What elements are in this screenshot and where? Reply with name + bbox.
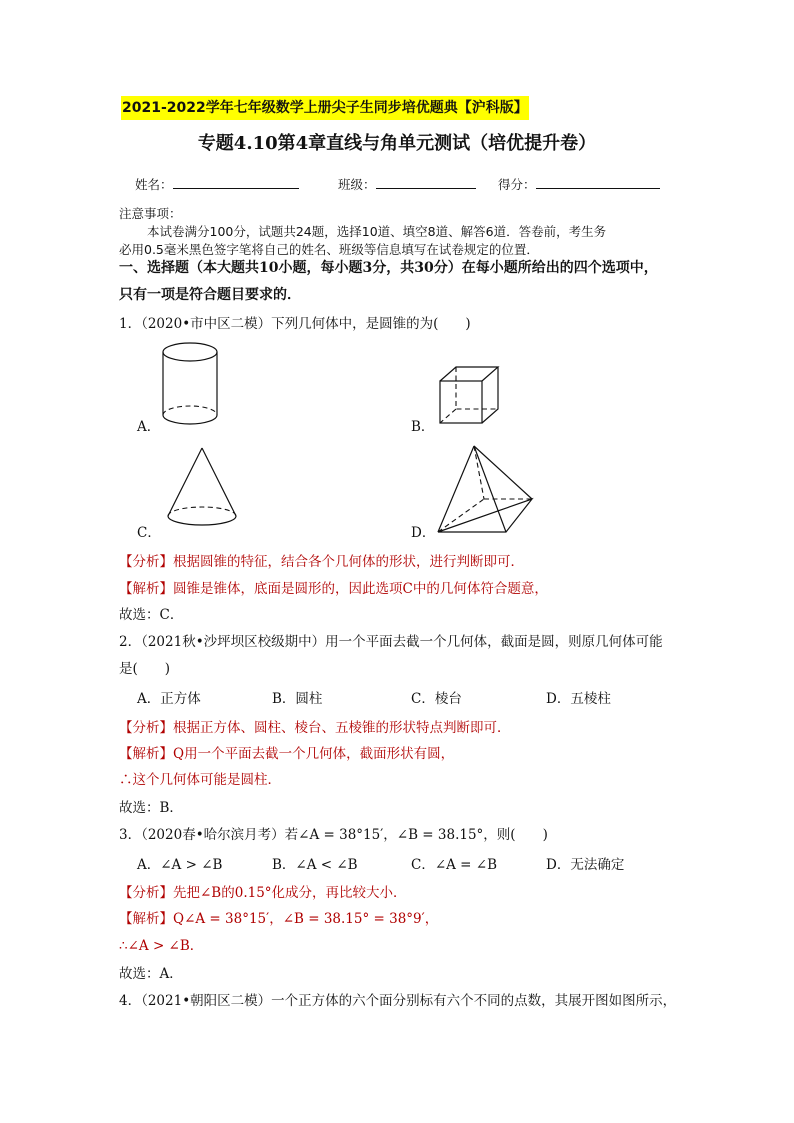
- score-field: [498, 175, 660, 193]
- q2-option-d: D．五棱柱: [546, 691, 611, 707]
- notes-line-2: 必用0.5毫米黑色签字笔将自己的姓名、班级等信息填写在试卷规定的位置．: [119, 242, 539, 257]
- cube-figure: [438, 365, 503, 425]
- q1-answer: 故选：C．: [119, 607, 184, 623]
- q1-option-d-label: D．: [411, 525, 436, 541]
- q3-solution: 【解析】Q∠A = 38°15′，∠B = 38.15° = 38°9′，: [119, 911, 439, 927]
- q1-stem: 1．（2020•市中区二模）下列几何体中，是圆锥的为( ): [119, 316, 471, 332]
- class-blank: [376, 176, 476, 189]
- q3-answer: 故选：A．: [119, 966, 183, 982]
- notes-heading: 注意事项：: [119, 206, 182, 221]
- q3-option-c: C．∠A = ∠B: [411, 857, 498, 873]
- q2-stem-line-1: 2．（2021秋•沙坪坝区校级期中）用一个平面去截一个几何体，截面是圆，则原几何体可能: [119, 634, 663, 650]
- class-label: 班级：: [338, 177, 376, 192]
- q1-option-a-label: A．: [137, 419, 161, 435]
- q3-conclusion: ∴∠A > ∠B．: [119, 938, 204, 954]
- q2-conclusion: ∴这个几何体可能是圆柱．: [119, 772, 281, 788]
- q4-stem: 4．（2021•朝阳区二模）一个正方体的六个面分别标有六个不同的点数，其展开图如图所示，: [119, 993, 677, 1009]
- q3-stem: 3．（2020春•哈尔滨月考）若∠A = 38°15′，∠B = 38.15°，则( ): [119, 827, 548, 843]
- cylinder-figure: [160, 340, 220, 430]
- q3-option-d: D．无法确定: [546, 857, 625, 873]
- pyramid-figure: [436, 444, 536, 539]
- score-label: 得分：: [498, 177, 536, 192]
- page-title: 专题4.10第4章直线与角单元测试（培优提升卷）: [197, 133, 597, 154]
- q3-option-a: A．∠A > ∠B: [137, 857, 223, 873]
- q3-analysis: 【分析】先把∠B的0.15°化成分，再比较大小．: [119, 885, 407, 901]
- q2-option-c: C．棱台: [411, 691, 462, 707]
- q2-answer: 故选：B．: [119, 800, 183, 816]
- section-1-heading: 一、选择题（本大题共10小题，每小题3分，共30分）在每小题所给出的四个选项中，: [119, 260, 658, 276]
- cone-figure: [165, 446, 240, 531]
- name-label: 姓名：: [135, 177, 173, 192]
- q2-solution: 【解析】Q用一个平面去截一个几何体，截面形状有圆，: [119, 746, 455, 762]
- q3-option-b: B．∠A < ∠B: [272, 857, 358, 873]
- name-blank: [173, 176, 299, 189]
- q2-analysis: 【分析】根据正方体、圆柱、棱台、五棱锥的形状特点判断即可．: [119, 720, 511, 736]
- q1-analysis: 【分析】根据圆锥的特征，结合各个几何体的形状，进行判断即可．: [119, 554, 524, 570]
- name-field: [135, 175, 299, 193]
- q2-option-b: B．圆柱: [272, 691, 323, 707]
- score-blank: [536, 176, 660, 189]
- section-1-subheading: 只有一项是符合题目要求的．: [119, 287, 301, 303]
- q1-solution: 【解析】圆锥是锥体，底面是圆形的，因此选项C中的几何体符合题意，: [119, 581, 548, 597]
- q1-option-b-label: B．: [411, 419, 435, 435]
- q2-stem-line-2: 是( ): [119, 661, 171, 677]
- header-banner: 2021-2022学年七年级数学上册尖子生同步培优题典【沪科版】: [121, 96, 529, 120]
- notes-line-1: 本试卷满分100分，试题共24题，选择10道、填空8道、解答6道．答卷前，考生务: [147, 224, 607, 239]
- q2-option-a: A．正方体: [137, 691, 201, 707]
- q1-option-c-label: C．: [137, 525, 161, 541]
- class-field: [338, 175, 476, 193]
